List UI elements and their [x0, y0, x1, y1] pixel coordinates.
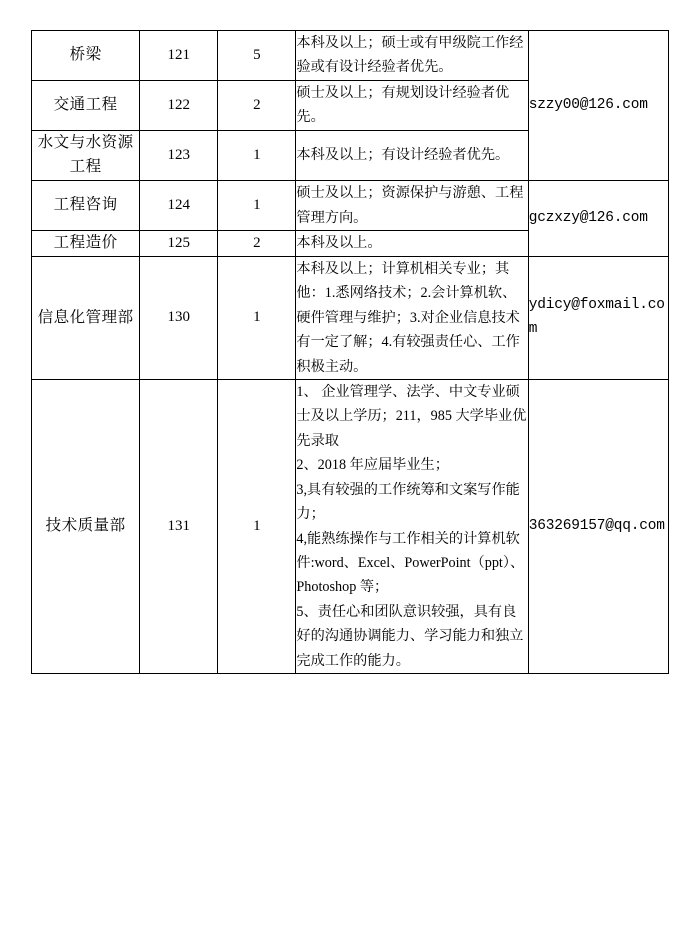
- cell-code: 130: [140, 256, 218, 379]
- cell-count: 2: [218, 80, 296, 130]
- table-row: [32, 31, 669, 81]
- cell-email: ydicy@foxmail.com: [528, 256, 668, 379]
- requirement-line: 1、 企业管理学、法学、中文专业硕士及以上学历；211，985 大学毕业优先录取: [296, 384, 527, 449]
- requirement-line: 2、2018 年应届毕业生；: [296, 457, 449, 474]
- cell-count: 1: [218, 256, 296, 379]
- cell-requirement: 本科及以上；有设计经验者优先。: [296, 130, 528, 181]
- recruitment-table: [31, 30, 669, 674]
- cell-code: 123: [140, 130, 218, 181]
- cell-requirement: 本科及以上；硕士或有甲级院工作经验或有设计经验者优先。: [296, 31, 528, 81]
- cell-count: 1: [218, 130, 296, 181]
- cell-requirement: 硕士及以上；有规划设计经验者优先。: [296, 80, 528, 130]
- requirement-line: 3,具有较强的工作统筹和文案写作能力；: [296, 481, 520, 523]
- cell-email: 363269157@qq.com: [528, 380, 668, 674]
- cell-count: 2: [218, 231, 296, 257]
- cell-requirement-list: [296, 380, 528, 674]
- cell-department: 桥梁: [32, 31, 140, 81]
- cell-department: 工程造价: [32, 231, 140, 257]
- cell-count: 5: [218, 31, 296, 81]
- requirement-line: 5、责任心和团队意识较强，具有良好的沟通协调能力、学习能力和独立完成工作的能力。: [296, 603, 524, 669]
- cell-email: szzy00@126.com: [528, 31, 668, 181]
- cell-code: 124: [140, 181, 218, 231]
- cell-requirement: 本科及以上。: [296, 231, 528, 257]
- cell-code: 122: [140, 80, 218, 130]
- cell-department: 交通工程: [32, 80, 140, 130]
- cell-department: 工程咨询: [32, 181, 140, 231]
- cell-department: 水文与水资源工程: [32, 130, 140, 181]
- cell-department: 技术质量部: [32, 380, 140, 674]
- cell-code: 131: [140, 380, 218, 674]
- cell-count: 1: [218, 181, 296, 231]
- cell-requirement: 本科及以上；计算机相关专业；其他：1.悉网络技术；2.会计算机软、硬件管理与维护；3.对企业信息技术有一定了解；4.有较强责任心、工作积极主动。: [296, 256, 528, 379]
- table-row: [32, 380, 669, 674]
- cell-department: 信息化管理部: [32, 256, 140, 379]
- cell-code: 125: [140, 231, 218, 257]
- table-row: [32, 181, 669, 231]
- cell-count: 1: [218, 380, 296, 674]
- cell-email: gczxzy@126.com: [528, 181, 668, 257]
- cell-code: 121: [140, 31, 218, 81]
- table-row: [32, 256, 669, 379]
- cell-requirement: 硕士及以上；资源保护与游憩、工程管理方向。: [296, 181, 528, 231]
- requirement-line: 4,能熟练操作与工作相关的计算机软件:word、Excel、PowerPoint（ppt）、Photoshop 等；: [296, 530, 525, 596]
